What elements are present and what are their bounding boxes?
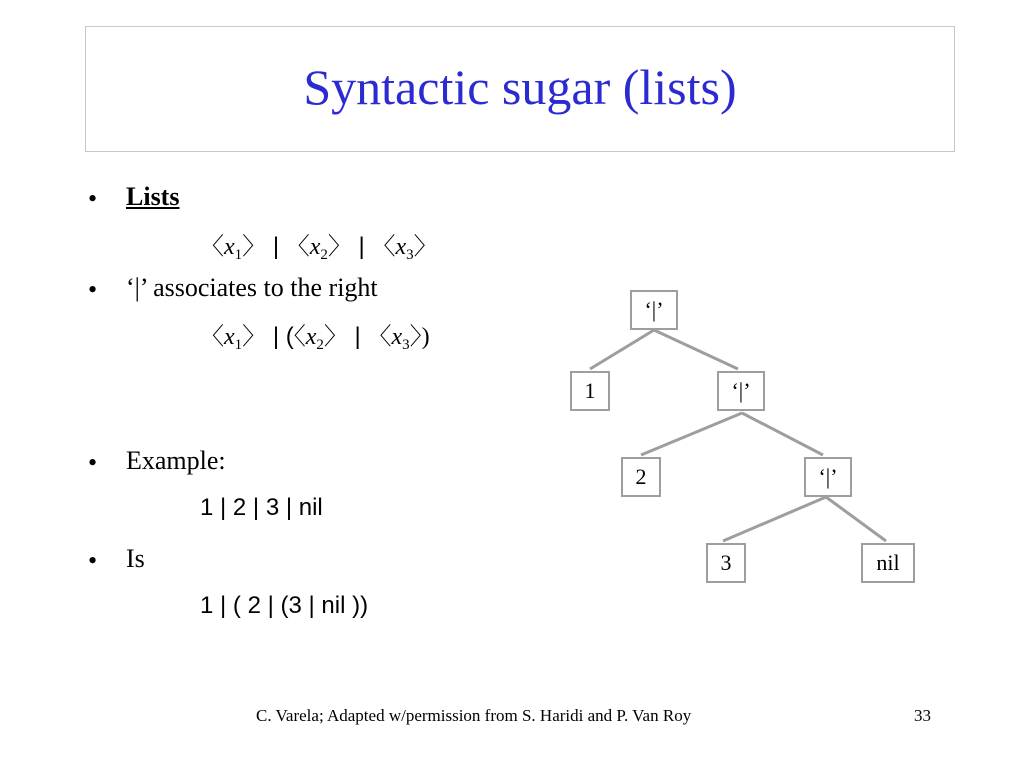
- tree-node-cons-root: ‘|’: [630, 290, 678, 330]
- bullet-is: Is: [126, 544, 145, 573]
- tree-node-cons-3: ‘|’: [804, 457, 852, 497]
- page-number: 33: [914, 706, 931, 725]
- tree-node-1: 1: [570, 371, 610, 411]
- formula-associates: 〈$x_1$〉 | (〈$x_2$〉 | 〈$x_3$〉): [200, 323, 430, 353]
- is-expression: 1 | ( 2 | (3 | nil )): [200, 592, 369, 619]
- bullet-marker: •: [88, 448, 98, 477]
- tree-edge: [723, 497, 826, 541]
- tree-node-3: 3: [706, 543, 746, 583]
- tree-node-nil: nil: [861, 543, 915, 583]
- bullet-marker: •: [88, 275, 98, 304]
- slide-title: Syntactic sugar (lists): [303, 59, 737, 115]
- tree-edge: [742, 413, 823, 455]
- bullet-lists: Lists: [126, 182, 180, 211]
- bullet-associates: ‘|’ associates to the right: [126, 273, 378, 302]
- tree-node-2: 2: [621, 457, 661, 497]
- tree-edge: [826, 497, 886, 541]
- tree-edge: [641, 413, 742, 455]
- footer-credit: C. Varela; Adapted w/permission from S. Haridi and P. Van Roy: [256, 706, 692, 725]
- bullet-marker: •: [88, 546, 98, 575]
- tree-node-cons-2: ‘|’: [717, 371, 765, 411]
- bullet-example: Example:: [126, 446, 226, 475]
- tree-edge: [590, 330, 654, 369]
- formula-lists: 〈$x_1$〉 | 〈$x_2$〉 | 〈$x_3$〉: [200, 233, 438, 263]
- bullet-marker: •: [88, 184, 98, 213]
- example-expression: 1 | 2 | 3 | nil: [200, 494, 323, 521]
- tree-edge: [654, 330, 738, 369]
